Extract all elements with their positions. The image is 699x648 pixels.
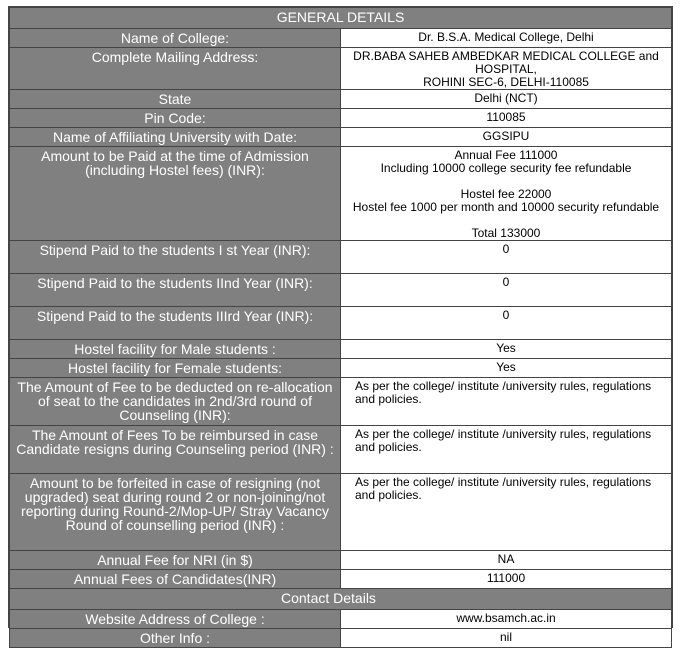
table-row [10,307,672,340]
table-row [10,378,672,426]
row-value: DR.BABA SAHEB AMBEDKAR MEDICAL COLLEGE and HOSPITAL, ROHINI SEC-6, DELHI-110085 [341,48,672,90]
row-label: Hostel facility for Male students : [10,340,341,359]
row-value: 111000 [341,570,672,589]
table-row [10,147,672,241]
row-label: Pin Code: [10,109,341,128]
table-row [10,474,672,551]
row-value: As per the college/ institute /university rules, regulations and policies. [341,426,672,474]
row-label: Annual Fees of Candidates(INR) [10,570,341,589]
row-value: As per the college/ institute /university rules, regulations and policies. [341,474,672,551]
row-label: Website Address of College : [10,610,341,629]
row-label: The Amount of Fee to be deducted on re-allocation of seat to the candidates in 2nd/3rd round of Counseling (INR): [10,378,341,426]
website-value: www.bsamch.ac.in [341,610,672,629]
row-label: Hostel facility for Female students: [10,359,341,378]
row-label: Other Info : [10,629,341,648]
row-value: 0 [341,274,672,307]
contact-title-row [10,589,672,610]
table-row [10,48,672,90]
table-row [10,629,672,648]
title-row [10,8,672,29]
row-value: Delhi (NCT) [341,90,672,109]
table-row [10,109,672,128]
row-value: 0 [341,241,672,274]
contact-section-title: Contact Details [10,589,672,610]
row-value: nil [341,629,672,648]
row-label: Stipend Paid to the students I st Year (INR): [10,241,341,274]
table-row [10,29,672,48]
row-label: The Amount of Fees To be reimbursed in case Candidate resigns during Counseling period (INR) : [10,426,341,474]
row-value: Yes [341,340,672,359]
row-value: 0 [341,307,672,340]
table-row [10,359,672,378]
row-label: Annual Fee for NRI (in $) [10,551,341,570]
row-value: Yes [341,359,672,378]
table-row [10,128,672,147]
table-row [10,570,672,589]
row-value: 110085 [341,109,672,128]
table-row [10,90,672,109]
table-row [10,340,672,359]
table-row [10,274,672,307]
table-row [10,551,672,570]
row-value: Annual Fee 111000 Including 10000 college security fee refundable Hostel fee 22000 Hostel fee 1000 per month and 10000 security refundable Total 133000 [341,147,672,241]
row-label: Amount to be forfeited in case of resigning (not upgraded) seat during round 2 or non-joining/not reporting during Round-2/Mop-UP/ Stray Vacancy Round of counselling period (INR) : [10,474,341,551]
row-label: State [10,90,341,109]
row-label: Stipend Paid to the students IIIrd Year (INR): [10,307,341,340]
row-label: Name of College: [10,29,341,48]
row-label: Stipend Paid to the students IInd Year (INR): [10,274,341,307]
details-table [9,7,672,648]
row-label: Name of Affiliating University with Date: [10,128,341,147]
table-row [10,241,672,274]
row-value: Dr. B.S.A. Medical College, Delhi [341,29,672,48]
row-label: Amount to be Paid at the time of Admission (including Hostel fees) (INR): [10,147,341,241]
row-value: NA [341,551,672,570]
table-row [10,426,672,474]
table-row [10,610,672,629]
row-label: Complete Mailing Address: [10,48,341,90]
general-details-sheet [8,6,673,646]
row-value: As per the college/ institute /university rules, regulations and policies. [341,378,672,426]
row-value: GGSIPU [341,128,672,147]
section-title: GENERAL DETAILS [10,8,672,29]
